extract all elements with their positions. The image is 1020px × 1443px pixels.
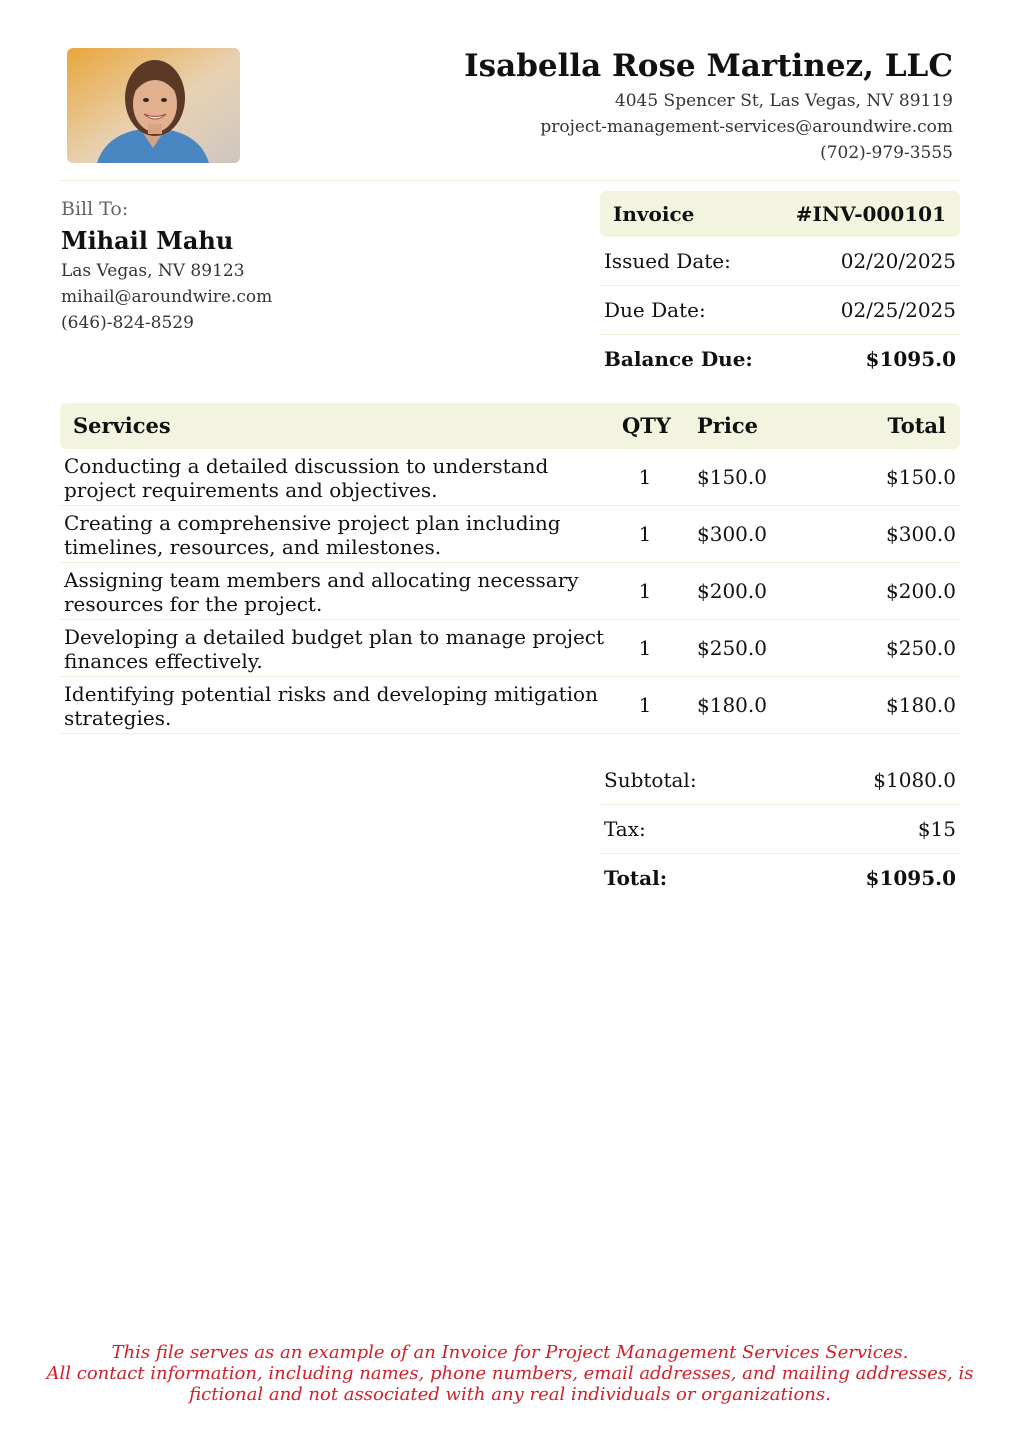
table-row	[60, 449, 960, 506]
row-price: $180.0	[697, 693, 767, 717]
total-row	[600, 854, 960, 902]
client-name: Mihail Mahu	[61, 226, 234, 255]
bill-to-section	[61, 196, 272, 336]
tax-value: $15	[917, 817, 956, 841]
due-date-row	[600, 286, 960, 335]
header-price: Price	[697, 413, 758, 438]
row-price: $300.0	[697, 522, 767, 546]
balance-due-value: $1095.0	[865, 347, 956, 371]
services-table	[60, 403, 960, 734]
header-qty: QTY	[622, 413, 671, 438]
footer-disclaimer	[0, 1342, 1020, 1405]
footer-line-2: All contact information, including names, phone numbers, email addresses, and mailing addresses, is	[46, 1363, 974, 1384]
invoice-label: Invoice	[613, 202, 695, 226]
row-qty: 1	[638, 636, 652, 660]
company-info	[464, 48, 953, 166]
table-header	[60, 403, 960, 449]
table-row	[60, 677, 960, 734]
header-divider	[60, 180, 960, 181]
total-value: $1095.0	[865, 866, 956, 890]
total-label: Total:	[604, 866, 668, 890]
balance-due-label: Balance Due:	[604, 347, 753, 371]
row-description: Assigning team members and allocating necessary resources for the project.	[64, 568, 579, 616]
invoice-meta	[600, 191, 960, 383]
invoice-header	[600, 191, 960, 237]
company-address: 4045 Spencer St, Las Vegas, NV 89119	[614, 91, 953, 111]
bill-to-label: Bill To:	[61, 198, 129, 220]
profile-photo	[67, 48, 240, 163]
issued-date-label: Issued Date:	[604, 249, 731, 273]
footer-line-1: This file serves as an example of an Invoice for Project Management Services Services.	[111, 1342, 909, 1363]
company-name: Isabella Rose Martinez, LLC	[464, 48, 953, 84]
row-price: $200.0	[697, 579, 767, 603]
subtotal-row	[600, 756, 960, 805]
table-row	[60, 506, 960, 563]
row-description: Identifying potential risks and developing mitigation strategies.	[64, 682, 598, 730]
header-total: Total	[887, 413, 946, 438]
row-description: Conducting a detailed discussion to understand project requirements and objectives.	[64, 454, 549, 502]
row-total: $300.0	[886, 522, 956, 546]
company-email: project-management-services@aroundwire.com	[540, 117, 953, 137]
row-price: $150.0	[697, 465, 767, 489]
row-qty: 1	[638, 465, 652, 489]
totals-section	[600, 756, 960, 902]
client-phone: (646)-824-8529	[61, 313, 194, 333]
tax-label: Tax:	[604, 817, 646, 841]
row-qty: 1	[638, 522, 652, 546]
subtotal-label: Subtotal:	[604, 768, 697, 792]
tax-row	[600, 805, 960, 854]
row-total: $250.0	[886, 636, 956, 660]
header-services: Services	[73, 413, 171, 438]
table-row	[60, 563, 960, 620]
invoice-number: #INV-000101	[795, 202, 946, 226]
row-qty: 1	[638, 579, 652, 603]
balance-due-row	[600, 335, 960, 383]
due-date-label: Due Date:	[604, 298, 706, 322]
issued-date-row	[600, 237, 960, 286]
client-email: mihail@aroundwire.com	[61, 287, 273, 307]
footer-line-3: fictional and not associated with any real individuals or organizations.	[189, 1384, 831, 1405]
row-qty: 1	[638, 693, 652, 717]
row-description: Creating a comprehensive project plan including timelines, resources, and milestones.	[64, 511, 561, 559]
due-date-value: 02/25/2025	[840, 298, 956, 322]
row-description: Developing a detailed budget plan to manage project finances effectively.	[64, 625, 605, 673]
company-phone: (702)-979-3555	[820, 143, 953, 163]
row-total: $180.0	[886, 693, 956, 717]
table-row	[60, 620, 960, 677]
subtotal-value: $1080.0	[873, 768, 956, 792]
row-total: $150.0	[886, 465, 956, 489]
row-price: $250.0	[697, 636, 767, 660]
row-total: $200.0	[886, 579, 956, 603]
client-address: Las Vegas, NV 89123	[61, 261, 245, 281]
issued-date-value: 02/20/2025	[840, 249, 956, 273]
